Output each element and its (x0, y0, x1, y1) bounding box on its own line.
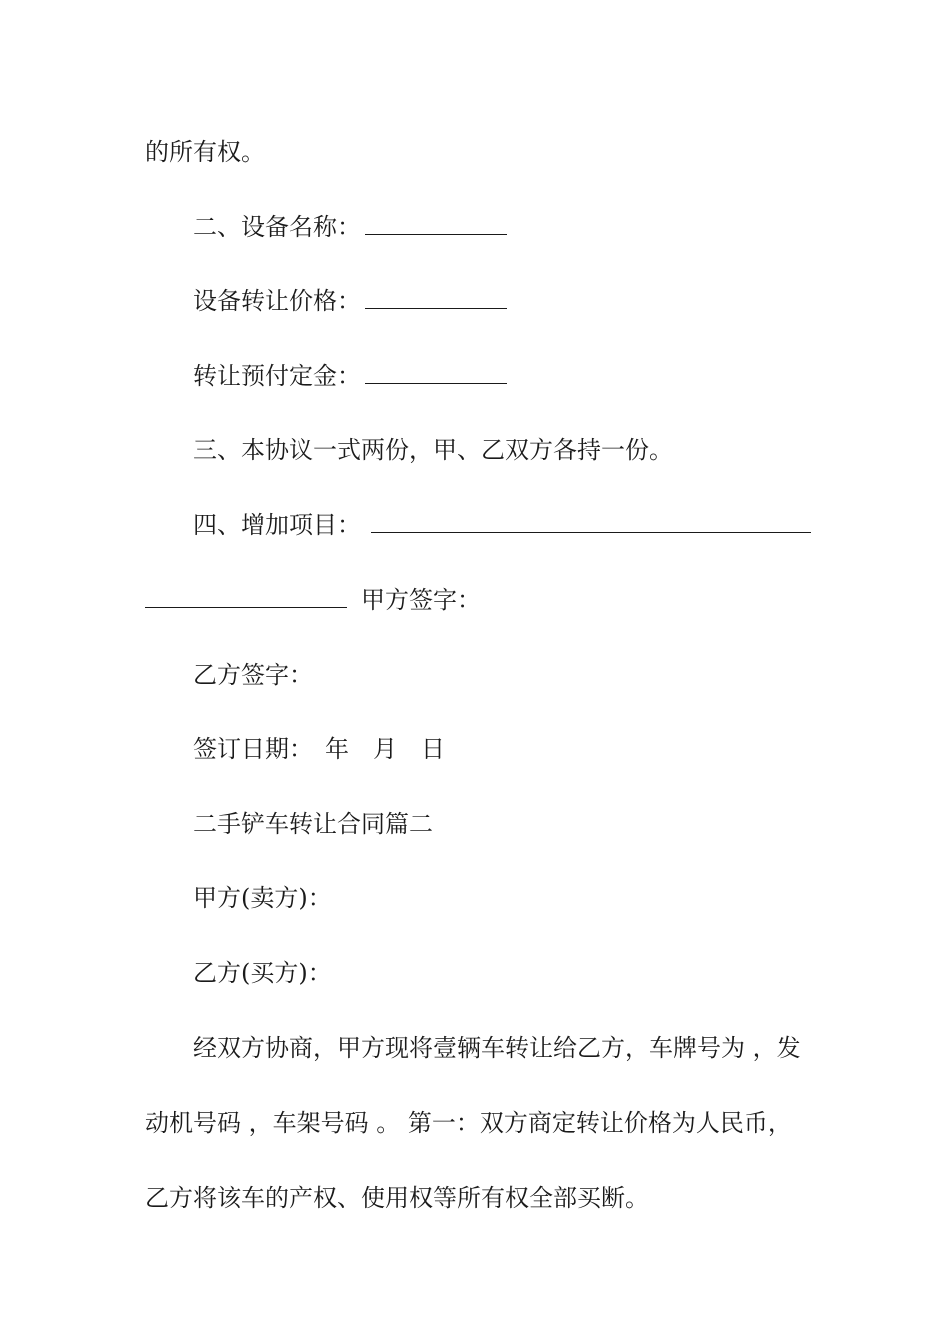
signing-date (193, 733, 445, 765)
party-a-signature (145, 584, 481, 616)
paragraph-line (145, 1107, 792, 1139)
field-device-name (193, 211, 507, 243)
field-transfer-price (193, 285, 507, 317)
party-b-buyer (193, 957, 332, 989)
text: 经双方协商，甲方现将壹辆车转让给乙方，车牌号为 ，发 (193, 1034, 801, 1062)
fill-blank-line (371, 510, 811, 533)
fill-blank-line (365, 361, 507, 384)
paragraph-line (193, 1032, 801, 1064)
party-a-seller (193, 882, 332, 914)
field-label: 四、增加项目： (193, 511, 361, 539)
text: 的所有权。 (145, 138, 265, 166)
text: 乙方将该车的产权、使用权等所有权全部买断。 (145, 1184, 649, 1212)
clause-three (193, 434, 673, 466)
text: 三、本协议一式两份，甲、乙双方各持一份。 (193, 436, 673, 464)
clause-four (193, 509, 811, 541)
text: 乙方(买方)： (193, 959, 332, 987)
fill-blank-line (145, 585, 347, 608)
text: 二手铲车转让合同篇二 (193, 810, 433, 838)
paragraph-line (145, 1182, 649, 1214)
fill-blank-line (365, 212, 507, 235)
text: 动机号码 ，车架号码 。 第一：双方商定转让价格为人民币， (145, 1109, 792, 1137)
signature-label: 乙方签字： (193, 661, 313, 689)
signature-label: 甲方签字： (361, 586, 481, 614)
field-label: 设备转让价格： (193, 287, 361, 315)
date-label: 签订日期： 年 月 日 (193, 735, 445, 763)
fill-blank-line (365, 286, 507, 309)
field-label: 二、设备名称： (193, 213, 361, 241)
field-label: 转让预付定金： (193, 362, 361, 390)
party-b-signature (193, 659, 313, 691)
text: 甲方(卖方)： (193, 884, 332, 912)
section-title (193, 808, 433, 840)
text-line (145, 136, 265, 168)
field-deposit (193, 360, 507, 392)
